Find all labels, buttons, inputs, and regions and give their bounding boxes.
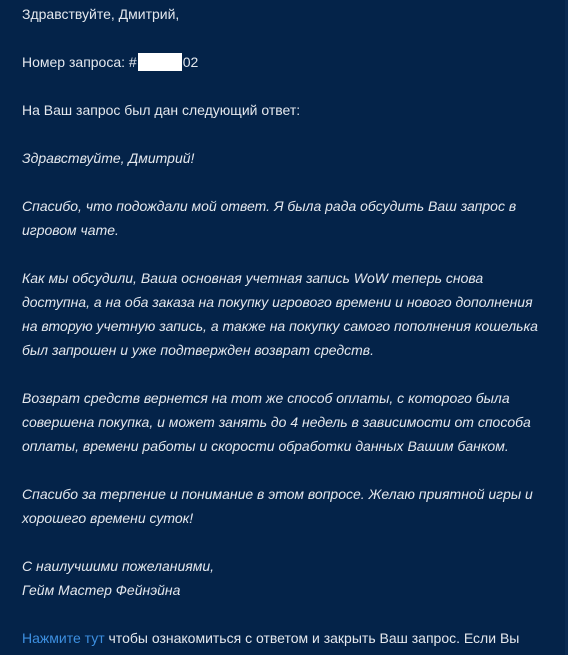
reply-paragraph-3-line-2: совершена покупка, и может занять до 4 недель в зависимости от способа [22, 414, 531, 430]
reply-paragraph-3-line-3: оплаты, времени работы и скорости обработки данных Вашим банком. [22, 438, 509, 454]
spacer [22, 26, 552, 50]
reply-paragraph-4-line-2: хорошего времени суток! [22, 510, 194, 526]
request-number [22, 50, 552, 74]
reply-paragraph-2-line-1: Как мы обсудили, Ваша основная учетная запись WoW теперь снова [22, 270, 484, 286]
spacer [22, 122, 552, 146]
spacer [22, 170, 552, 194]
footer-line [22, 626, 552, 650]
reply-paragraph-1-line-2: игровом чате. [22, 222, 119, 238]
email-body [22, 2, 552, 650]
reply-signoff: С наилучшими пожеланиями, [22, 558, 215, 574]
spacer [22, 602, 552, 626]
close-request-link[interactable]: Нажмите тут [22, 630, 105, 646]
reply-paragraph-1-line-1: Спасибо, что подождали мой ответ. Я была рада обсудить Ваш запрос в [22, 198, 517, 214]
gm-reply [22, 146, 552, 602]
greeting: Здравствуйте, Дмитрий, [22, 6, 180, 22]
intro-text: На Ваш запрос был дан следующий ответ: [22, 102, 301, 118]
reply-paragraph-3-line-1: Возврат средств вернется на тот же способ оплаты, с которого была [22, 390, 510, 406]
request-number-label: Номер запроса: # [22, 54, 137, 70]
reply-paragraph-2-line-4: был запрошен и уже подтвержден возврат средств. [22, 342, 374, 358]
spacer [22, 530, 552, 554]
spacer [22, 458, 552, 482]
request-number-suffix: 02 [182, 54, 199, 70]
footer-text: чтобы ознакомиться с ответом и закрыть Ваш запрос. Если Вы [104, 630, 520, 646]
reply-paragraph-2-line-2: доступна, а на оба заказа на покупку игрового времени и нового дополнения [22, 294, 533, 310]
spacer [22, 362, 552, 386]
spacer [22, 242, 552, 266]
reply-signature: Гейм Мастер Фейнэйна [22, 582, 181, 598]
reply-salutation: Здравствуйте, Дмитрий! [22, 150, 195, 166]
reply-paragraph-2-line-3: на вторую учетную запись, а также на покупку самого пополнения кошелька [22, 318, 538, 334]
redaction-box [138, 53, 182, 71]
spacer [22, 74, 552, 98]
reply-paragraph-4-line-1: Спасибо за терпение и понимание в этом вопросе. Желаю приятной игры и [22, 486, 533, 502]
